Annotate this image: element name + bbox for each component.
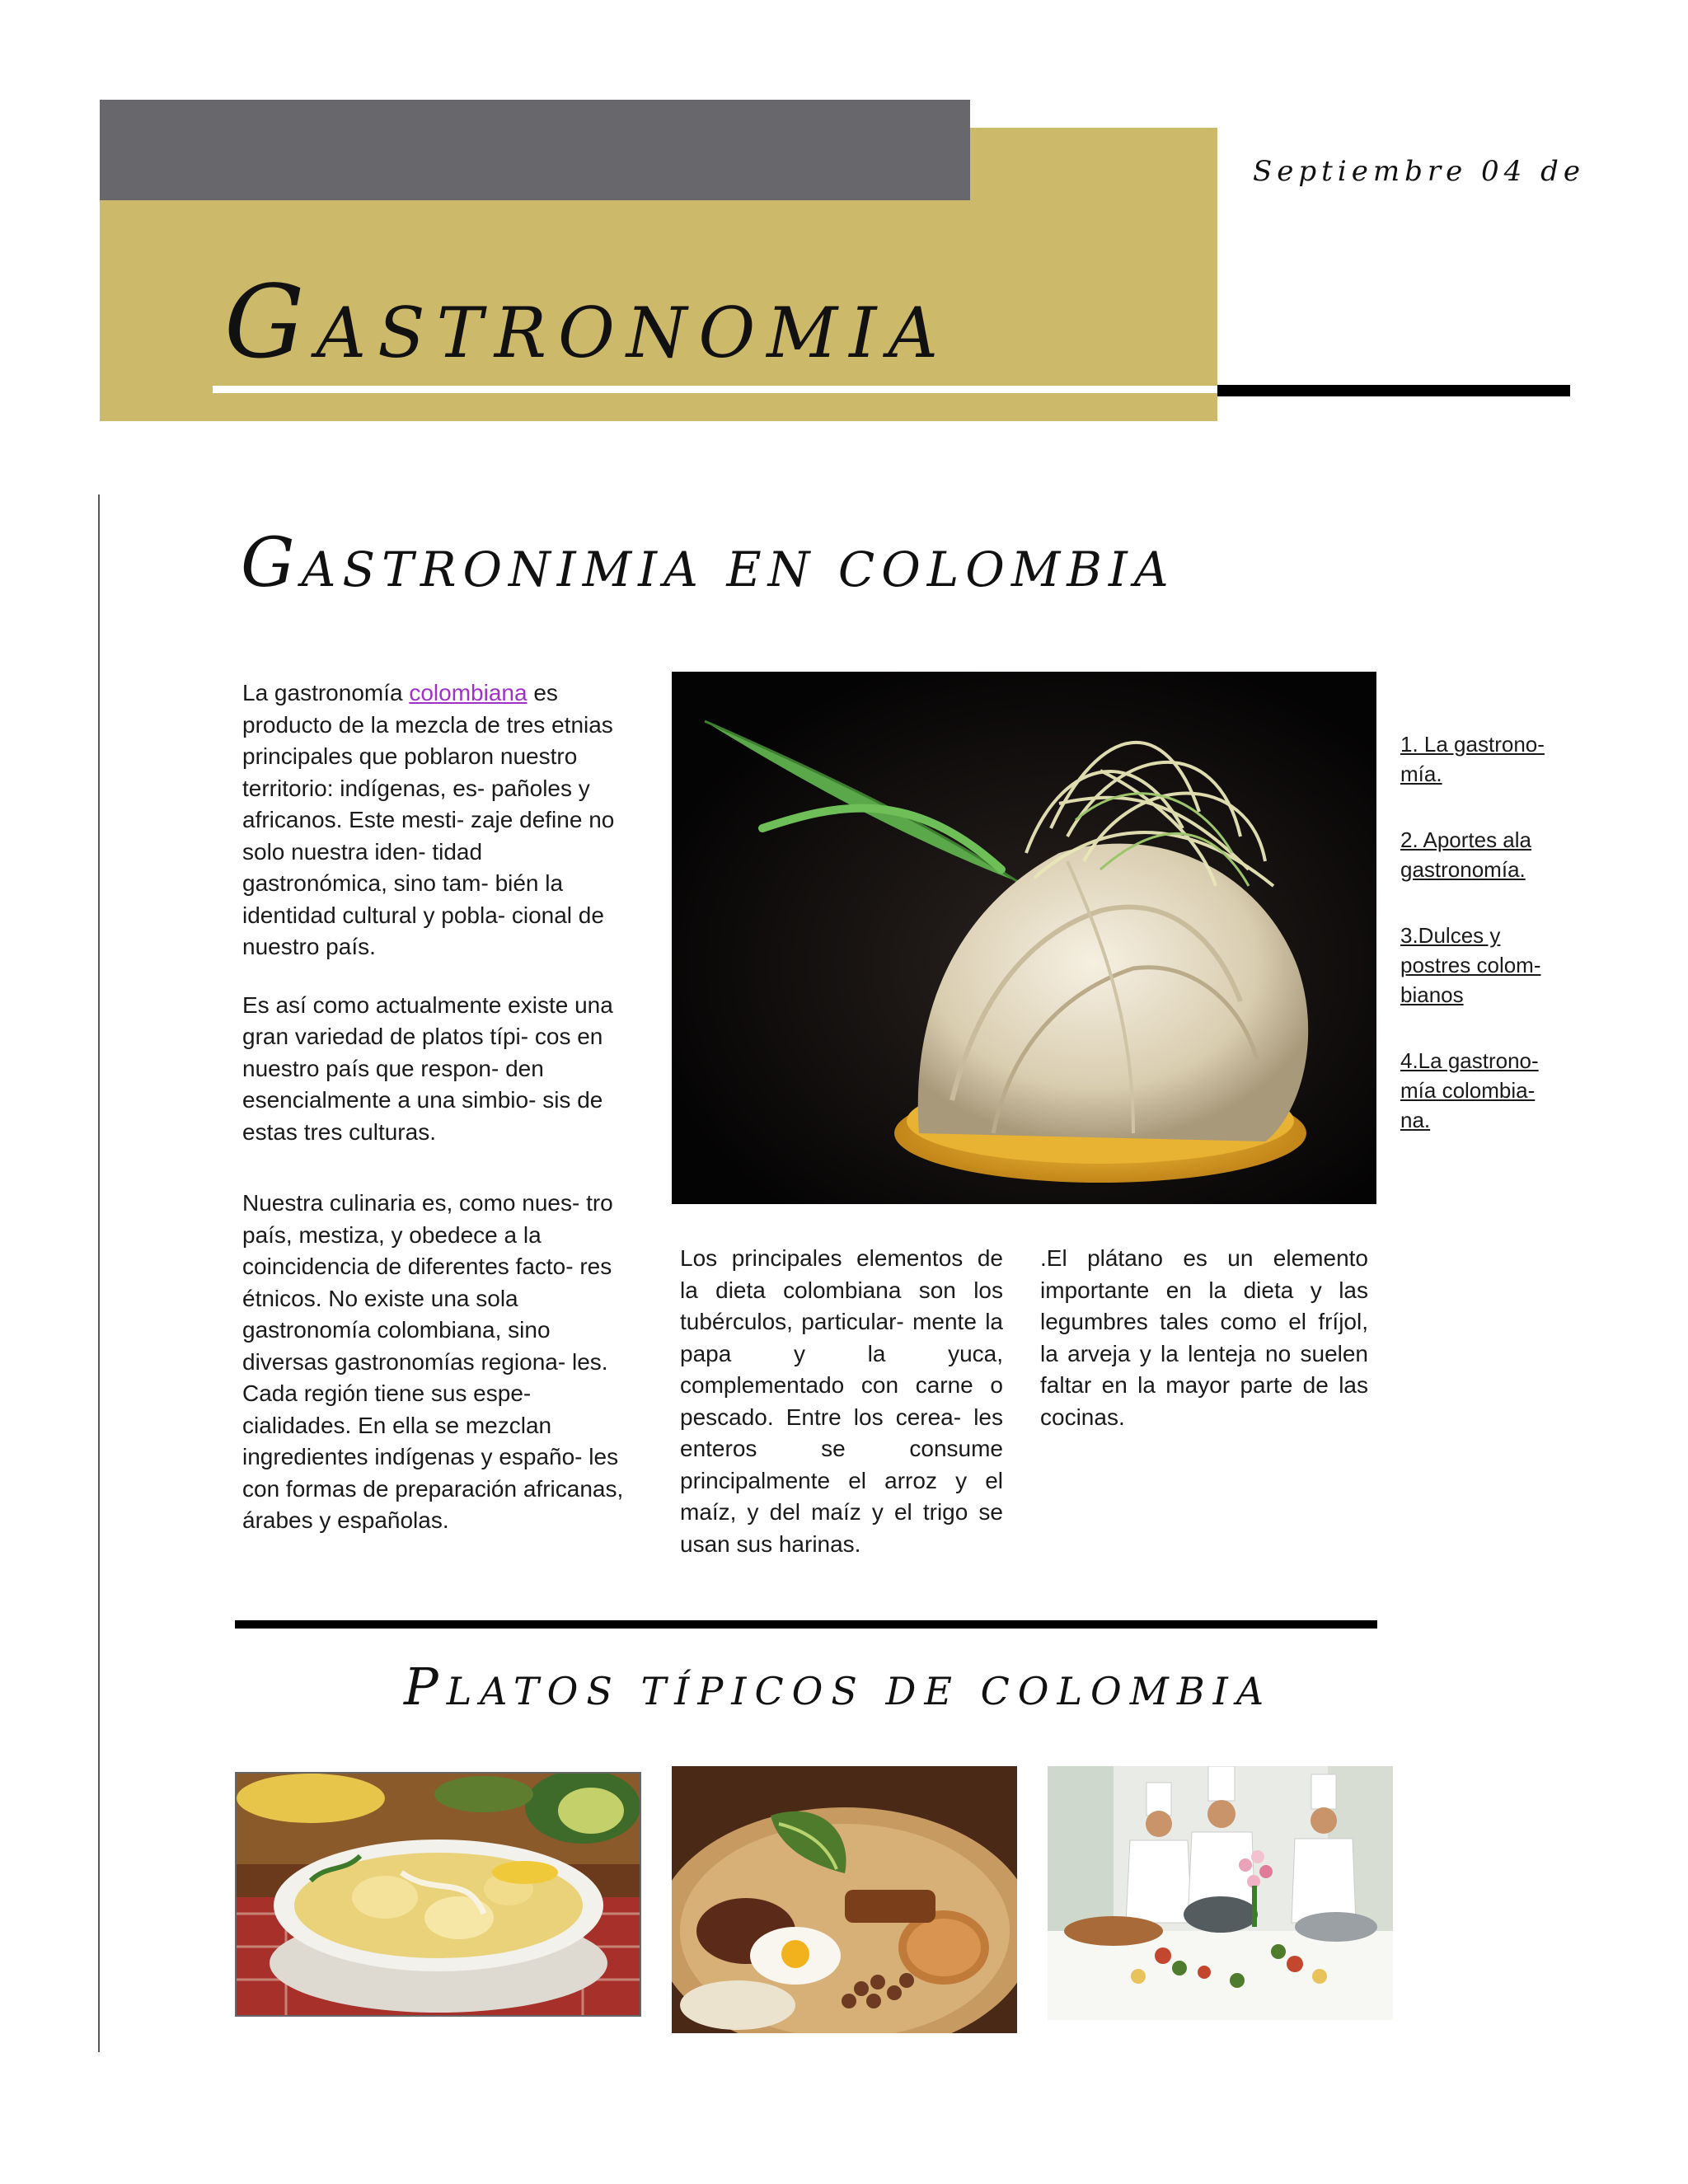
page-title: [224, 264, 950, 381]
contents-item-4[interactable]: 4.La gastrono- mía colombia- na.: [1400, 1048, 1539, 1132]
title-underline: [213, 386, 1217, 393]
column1-paragraph-1: La gastronomía colombiana es producto de la mezcla de tres etnias principales que poblaron nuestro territorio: indígenas, es- pañoles y africanos. Este mesti- zaje define no solo nuestra iden- tidad gastronómica, sino tam- bién la identidad cultural y pobla- cional de nuestro país.: [242, 680, 615, 959]
contents-sidebar: [1400, 729, 1565, 1171]
masthead-gray-bar: [100, 100, 970, 200]
article-column-1: [242, 677, 626, 1537]
contents-item-1[interactable]: 1. La gastrono- mía.: [1400, 732, 1545, 786]
soup-dish-photo: [235, 1772, 641, 2017]
colombiana-link[interactable]: colombiana: [409, 680, 528, 705]
left-vertical-rule: [98, 494, 100, 2052]
column2-paragraph-1: Los principales elementos de la dieta colombiana son los tubérculos, particular- mente la papa y la yuca, complementado con carne o pescado. Entre los cerea- les enteros se consume principalmente el arroz y el maíz, y del maíz y el trigo se usan sus harinas.: [680, 1245, 1003, 1557]
bandeja-paisa-photo: [672, 1766, 1017, 2033]
column1-paragraph-2: Es así como actualmente existe una gran variedad de platos típi- cos en nuestro país que respon- den esencialmente a una simbio- sis de estas tres culturas.: [242, 991, 613, 1145]
issue-date: Septiembre 04 de: [1253, 155, 1585, 188]
article-column-3: [1040, 1243, 1368, 1433]
masthead-gold-tab: [970, 128, 1217, 200]
page-title-rest: ASTRONOMIA: [316, 293, 950, 373]
platos-section-title: [404, 1657, 1272, 1717]
platos-title-rest: LATOS TÍPICOS DE COLOMBIA: [446, 1669, 1273, 1713]
masthead-black-rule: [1217, 385, 1570, 396]
hero-dish-photo: [672, 672, 1376, 1204]
column3-paragraph-1: .El plátano es un elemento importante en la dieta y las legumbres tales como el fríjol, la arveja y la lenteja no suelen faltar en la mayor parte de las cocinas.: [1040, 1245, 1368, 1430]
article-column-2: [680, 1243, 1003, 1560]
contents-item-3[interactable]: 3.Dulces y postres colom- bianos: [1400, 923, 1541, 1007]
section-title-rest: ASTRONIMIA EN COLOMBIA: [301, 541, 1175, 598]
section-divider-rule: [235, 1620, 1377, 1629]
platos-title-initial: P: [404, 1657, 447, 1717]
section-title: [241, 524, 1175, 602]
section-title-initial: G: [241, 524, 302, 602]
chefs-buffet-photo: [1048, 1766, 1393, 2020]
contents-item-2[interactable]: 2. Aportes ala gastronomía.: [1400, 827, 1531, 882]
column1-paragraph-3: Nuestra culinaria es, como nues- tro país, mestiza, y obedece a la coincidencia de diferentes facto- res étnicos. No existe una sola gastronomía colombiana, sino diversas gastronomías regiona- les. Cada región tiene sus espe- cialidades. En ella se mezclan ingredientes indígenas y españo- les con formas de preparación africanas, árabes y españolas.: [242, 1190, 624, 1533]
page-title-initial: G: [224, 264, 316, 381]
